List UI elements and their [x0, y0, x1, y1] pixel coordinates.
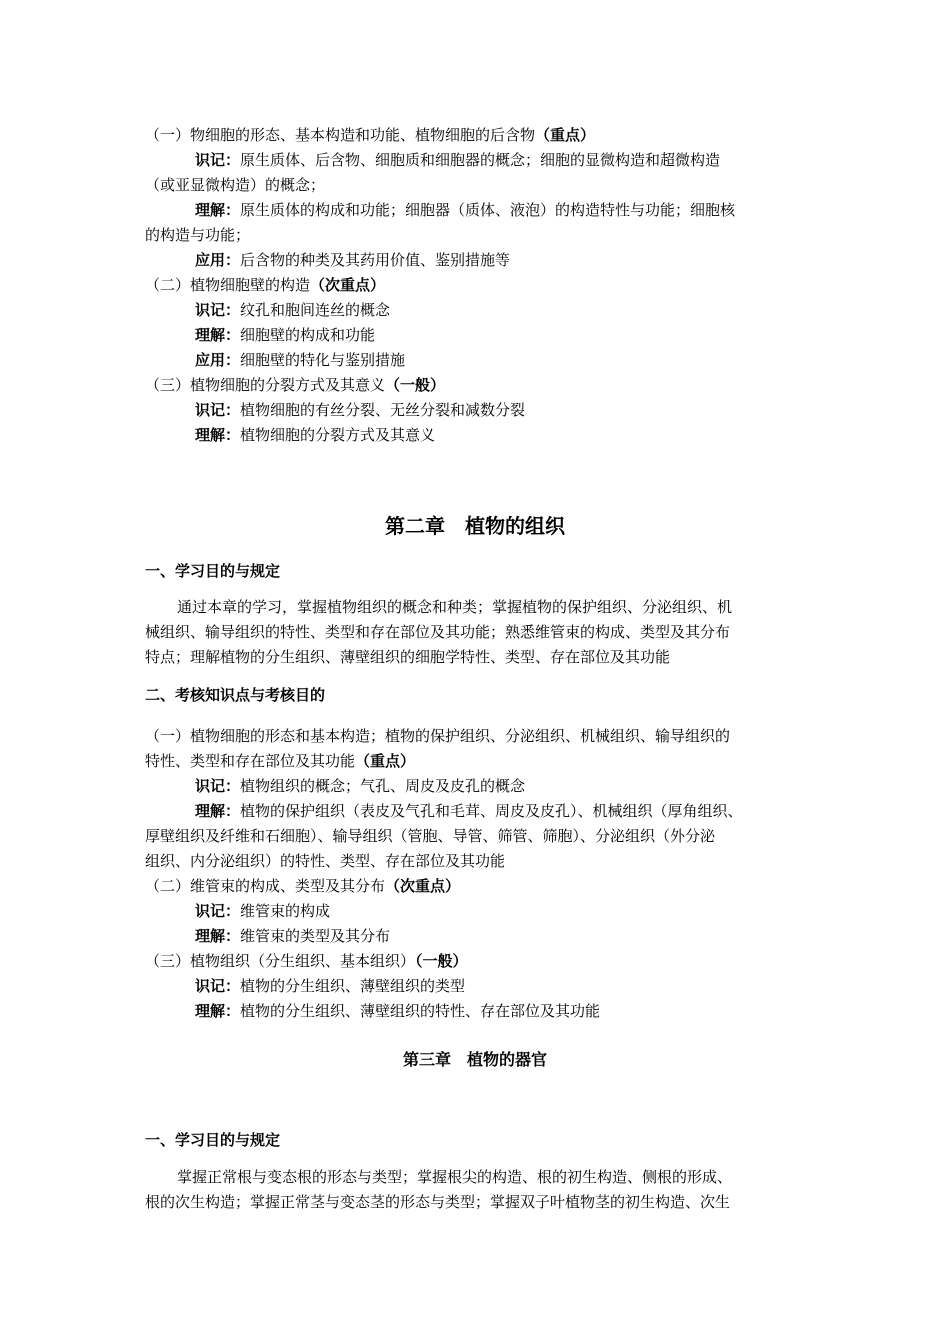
- ch2-goal-line: 械组织、输导组织的特性、类型和存在部位及其功能；熟悉维管束的构成、类型及其分布: [145, 623, 731, 641]
- sec1-item2-understand: [195, 325, 375, 345]
- recall-text: 纹孔和胞间连丝的概念: [240, 301, 391, 319]
- recall-label: 识记：: [195, 151, 241, 169]
- understand-label: 理解：: [195, 426, 241, 444]
- ch2-item1-title-cont: [145, 751, 415, 771]
- recall-text: 原生质体、后含物、细胞质和细胞器的概念；细胞的显微构造和超微构造: [240, 151, 721, 169]
- sec1-item1-recall-cont: （或亚显微构造）的概念；: [145, 176, 326, 194]
- ch3-goal-line: 掌握正常根与变态根的形态与类型；掌握根尖的构造、根的初生构造、侧根的形成、: [177, 1168, 733, 1186]
- understand-label: 理解：: [195, 201, 241, 219]
- importance-level: （一般）: [415, 952, 468, 970]
- sec1-item1-apply: [195, 250, 510, 270]
- ch2-goal-line: 通过本章的学习，掌握植物组织的概念和种类；掌握植物的保护组织、分泌组织、机: [177, 598, 733, 616]
- importance-level: （次重点）: [385, 877, 461, 895]
- ch2-item1-understand-cont: 组织、内分泌组织）的特性、类型、存在部位及其功能: [145, 852, 506, 870]
- understand-text: 细胞壁的构成和功能: [240, 326, 376, 344]
- ch2-item1-understand-cont: 厚壁组织及纤维和石细胞）、输导组织（管胞、导管、筛管、筛胞）、分泌组织（外分泌: [145, 827, 716, 845]
- recall-text: 植物细胞的有丝分裂、无丝分裂和减数分裂: [240, 401, 526, 419]
- recall-label: 识记：: [195, 902, 241, 920]
- recall-text: 植物的分生组织、薄壁组织的类型: [240, 977, 466, 995]
- ch2-item3-title: [145, 951, 468, 971]
- recall-label: 识记：: [195, 301, 241, 319]
- apply-text: 后含物的种类及其药用价值、鉴别措施等: [240, 251, 511, 269]
- ch2-item2-title: [145, 876, 460, 896]
- ch2-goal-line: 特点；理解植物的分生组织、薄壁组织的细胞学特性、类型、存在部位及其功能: [145, 648, 671, 666]
- ch2-item2-recall: [195, 901, 330, 921]
- item-title: （三）植物组织（分生组织、基本组织）: [145, 952, 416, 970]
- sec1-item2-recall: [195, 300, 390, 320]
- recall-label: 识记：: [195, 401, 241, 419]
- apply-label: 应用：: [195, 251, 241, 269]
- sec1-item3-recall: [195, 400, 525, 420]
- sec1-item2-apply: [195, 350, 405, 370]
- understand-text: 植物的保护组织（表皮及气孔和毛茸、周皮及皮孔）、机械组织（厚角组织、: [240, 802, 743, 820]
- importance-level: （重点）: [535, 126, 596, 144]
- ch2-item1-title: （一）植物细胞的形态和基本构造；植物的保护组织、分泌组织、机械组织、输导组织的: [145, 727, 731, 745]
- ch3-goal-line: 根的次生构造；掌握正常茎与变态茎的形态与类型；掌握双子叶植物茎的初生构造、次生: [145, 1193, 731, 1211]
- ch2-item1-understand: [195, 801, 743, 821]
- recall-text: 植物组织的概念；气孔、周皮及皮孔的概念: [240, 777, 526, 795]
- recall-label: 识记：: [195, 777, 241, 795]
- importance-level: （一般）: [385, 376, 446, 394]
- ch2-goal-heading: 一、学习目的与规定: [145, 562, 281, 580]
- apply-text: 细胞壁的特化与鉴别措施: [240, 351, 406, 369]
- item-title: （一）物细胞的形态、基本构造和功能、植物细胞的后含物: [145, 126, 536, 144]
- understand-label: 理解：: [195, 802, 241, 820]
- sec1-item1-title: [145, 125, 595, 145]
- item-title: （三）植物细胞的分裂方式及其意义: [145, 376, 386, 394]
- sec1-item3-understand: [195, 425, 435, 445]
- understand-text: 植物细胞的分裂方式及其意义: [240, 426, 436, 444]
- importance-level: （重点）: [355, 752, 416, 770]
- ch2-item3-recall: [195, 976, 465, 996]
- recall-text: 维管束的构成: [240, 902, 331, 920]
- understand-label: 理解：: [195, 1002, 241, 1020]
- understand-text: 维管束的类型及其分布: [240, 927, 391, 945]
- ch2-item3-understand: [195, 1001, 600, 1021]
- item-title: （二）植物细胞壁的构造: [145, 276, 311, 294]
- chapter-2-title: 第二章 植物的组织: [385, 514, 565, 538]
- sec1-item1-understand: [195, 200, 735, 220]
- item-title: 特性、类型和存在部位及其功能: [145, 752, 356, 770]
- understand-label: 理解：: [195, 927, 241, 945]
- chapter-3-title: 第三章 植物的器官: [402, 1050, 547, 1069]
- apply-label: 应用：: [195, 351, 241, 369]
- item-title: （二）维管束的构成、类型及其分布: [145, 877, 386, 895]
- understand-label: 理解：: [195, 326, 241, 344]
- sec1-item3-title: [145, 375, 445, 395]
- ch2-item1-recall: [195, 776, 525, 796]
- recall-label: 识记：: [195, 977, 241, 995]
- ch3-goal-heading: 一、学习目的与规定: [145, 1131, 281, 1149]
- sec1-item1-understand-cont: 的构造与功能；: [145, 226, 251, 244]
- ch2-item2-understand: [195, 926, 390, 946]
- importance-level: （次重点）: [310, 276, 386, 294]
- understand-text: 植物的分生组织、薄壁组织的特性、存在部位及其功能: [240, 1002, 601, 1020]
- sec1-item1-recall: [195, 150, 720, 170]
- understand-text: 原生质体的构成和功能；细胞器（质体、液泡）的构造特性与功能；细胞核: [240, 201, 736, 219]
- ch2-points-heading: 二、考核知识点与考核目的: [145, 686, 326, 704]
- sec1-item2-title: [145, 275, 385, 295]
